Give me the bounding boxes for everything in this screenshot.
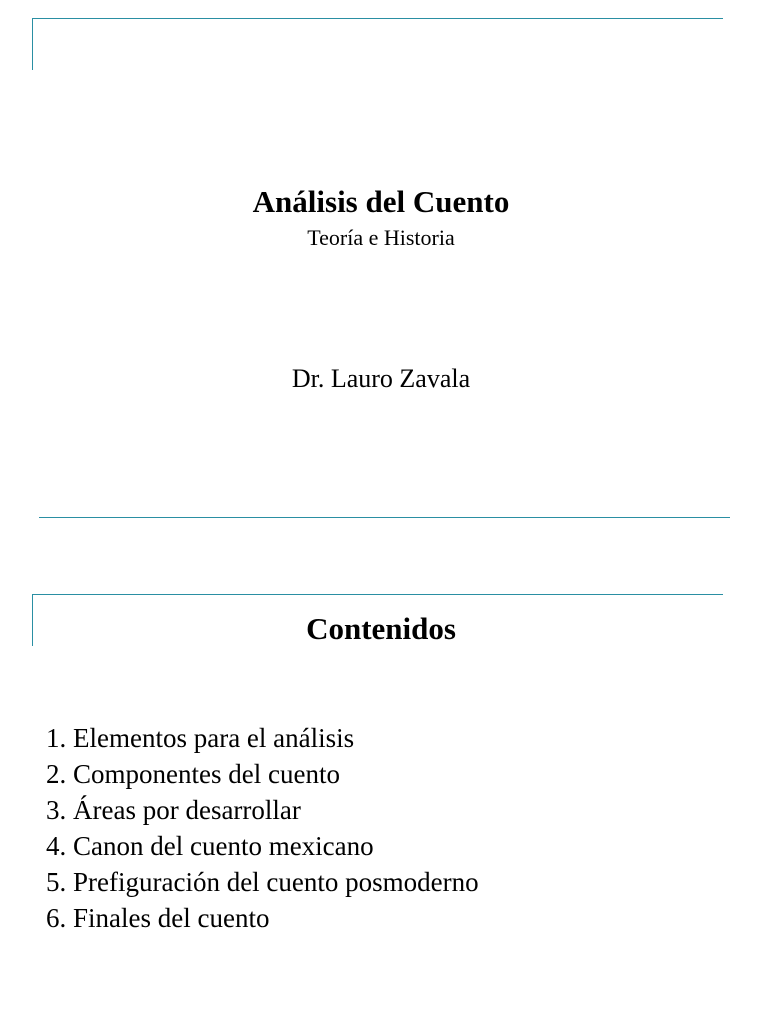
slide-frame-left-rule xyxy=(32,18,33,70)
list-item: 1. Elementos para el análisis xyxy=(46,723,355,753)
list-item: 6. Finales del cuento xyxy=(46,903,270,933)
slide-bottom-rule xyxy=(39,517,730,518)
list-item: 3. Áreas por desarrollar xyxy=(46,795,301,825)
contents-title: Contenidos xyxy=(306,611,456,646)
slide-frame-top-rule xyxy=(32,18,723,19)
slide-author: Dr. Lauro Zavala xyxy=(291,364,471,393)
list-item: 4. Canon del cuento mexicano xyxy=(46,831,374,861)
slide-title: Análisis del Cuento xyxy=(252,184,510,219)
contents-list xyxy=(46,720,479,936)
list-item: 2. Componentes del cuento xyxy=(46,759,340,789)
contents-slide xyxy=(0,520,768,1024)
list-item: 5. Prefiguración del cuento posmoderno xyxy=(46,867,479,897)
slide-subtitle: Teoría e Historia xyxy=(307,225,455,250)
slide-frame-top-rule xyxy=(32,594,723,595)
